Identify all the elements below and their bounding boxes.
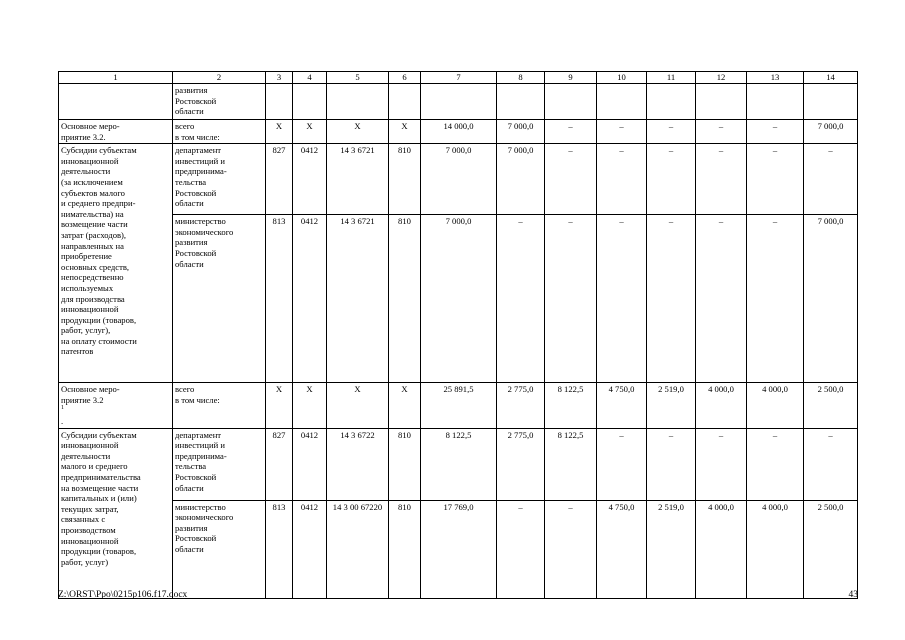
col-header: 14 — [804, 72, 858, 84]
executor-cell: всего в том числе: — [173, 120, 266, 144]
footer-file-path: Z:\ORST\Ppo\0215p106.f17.docx — [58, 590, 188, 600]
col-header: 2 — [173, 72, 266, 84]
col-header: 9 — [545, 72, 597, 84]
col-header: 8 — [497, 72, 545, 84]
col-header: 6 — [389, 72, 421, 84]
col-header: 7 — [421, 72, 497, 84]
measure-title: Основное меро- приятие 3.2. — [59, 120, 173, 144]
executor-cell: департамент инвестиций и предпринима- тельства Ростовской области — [173, 144, 266, 215]
table-row-dept: Субсидии субъектам инновационной деятельности малого и среднего предпринимательства на возмещение части капитальных и (или) текущих затрат, связанных с производством инновационной продукции (товаров, работ, услуг) департамент инвестиций и предпринима- тельства Ростовской области 827 0412 14 3 6722 810 8 122,5 2 775,0 8 122,5 – – – – – — [59, 428, 858, 500]
header-row — [59, 72, 858, 84]
table-row-total: Основное меро- приятие 3.2. всего в том числе: X X X X 14 000,0 7 000,0 – – – – – 7 000,0 — [59, 120, 858, 144]
continuation-row — [59, 84, 858, 120]
executor-cell: министерство экономического развития Ростовской области — [173, 500, 266, 598]
budget-table — [58, 71, 858, 599]
col-header: 12 — [696, 72, 747, 84]
page-number: 43 — [848, 590, 858, 600]
col-header: 5 — [327, 72, 389, 84]
executor-cell: всего в том числе: — [173, 383, 266, 428]
table-row-ministry: министерство экономического развития Ростовской области 813 0412 14 3 6721 810 7 000,0 – – – – – – 7 000,0 — [59, 215, 858, 383]
table-row-ministry: министерство экономического развития Ростовской области 813 0412 14 3 00 67220 810 17 769,0 – – 4 750,0 2 519,0 4 000,0 4 000,0 2 500,0 — [59, 500, 858, 598]
col-header: 1 — [59, 72, 173, 84]
col-header: 13 — [747, 72, 804, 84]
measure-description: Субсидии субъектам инновационной деятельности малого и среднего предпринимательства на возмещение части капитальных и (или) текущих затрат, связанных с производством инновационной продукции (товаров, работ, услуг) — [59, 428, 173, 598]
executor-cell: развития Ростовской области — [173, 84, 266, 120]
col-header: 11 — [647, 72, 696, 84]
table-row-total: Основное меро- приятие 3.2 $^1$ . всего в том числе: X X X X 25 891,5 2 775,0 8 122,5 4 750,0 2 519,0 4 000,0 4 000,0 2 500,0 — [59, 383, 858, 428]
table-row-dept: Субсидии субъектам инновационной деятельности (за исключением субъектов малого и среднего предпри- нимательства) на возмещение части затрат (расходов), направленных на приобретение основных средств, непосредственно используемых для производства инновационной продукции (товаров, работ, услуг), на оплату стоимости патентов департамент инвестиций и предпринима- тельства Ростовской области 827 0412 14 3 6721 810 7 000,0 7 000,0 – – – – – – — [59, 144, 858, 215]
col-header: 4 — [293, 72, 327, 84]
measure-description: Субсидии субъектам инновационной деятельности (за исключением субъектов малого и среднего предпри- нимательства) на возмещение части затрат (расходов), направленных на приобретение основных средств, непосредственно используемых для производства инновационной продукции (товаров, работ, услуг), на оплату стоимости патентов — [59, 144, 173, 383]
col-header: 10 — [597, 72, 647, 84]
executor-cell: департамент инвестиций и предпринима- тельства Ростовской области — [173, 428, 266, 500]
col-header: 3 — [266, 72, 293, 84]
executor-cell: министерство экономического развития Ростовской области — [173, 215, 266, 383]
measure-title: Основное меро- приятие 3.2 $^1$ . — [59, 383, 173, 428]
